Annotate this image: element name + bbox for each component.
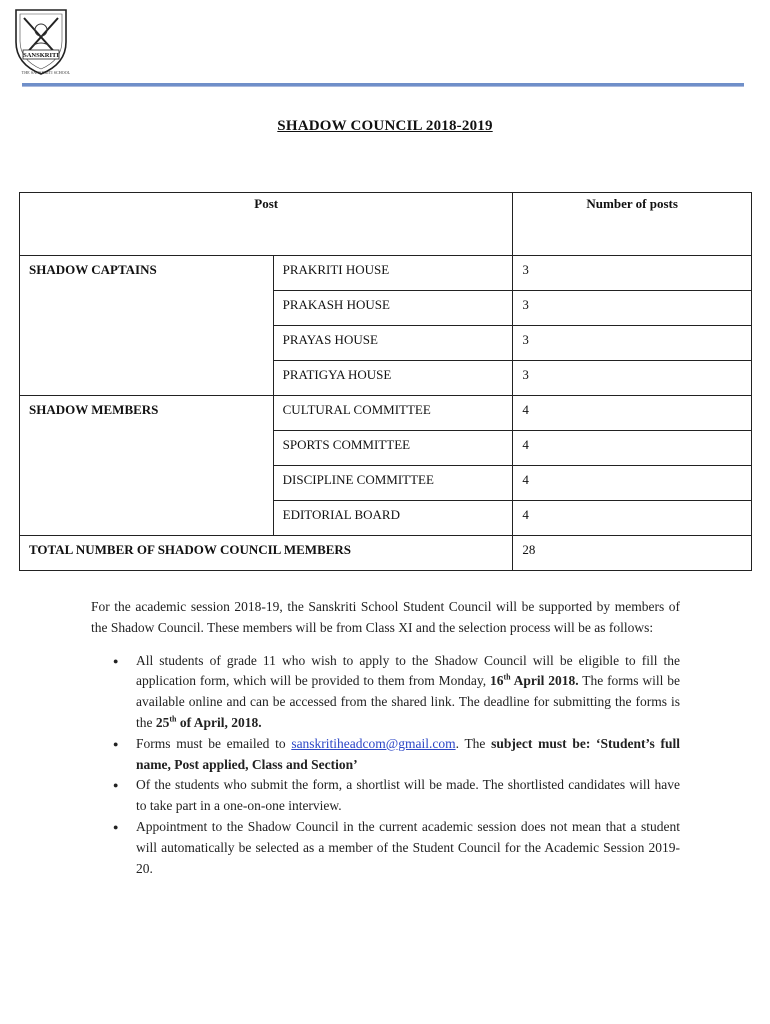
logo-wordmark: SANSKRITI — [23, 52, 59, 59]
school-logo — [10, 6, 72, 78]
list-item: ● All students of grade 11 who wish to apply to the Shadow Council will be eligible to fill the application form, which will be provided to them from Monday, 16th April 2018. The forms will be available online and can be accessed from the shared link. The deadline for submitting the forms is the 25th of April, 2018. — [113, 652, 680, 730]
group-label-captains: SHADOW CAPTAINS — [20, 256, 274, 396]
post-name: SPORTS COMMITTEE — [273, 431, 513, 466]
bullet-icon: ● — [113, 655, 119, 666]
post-name: PRAYAS HOUSE — [273, 326, 513, 361]
post-count: 4 — [513, 431, 752, 466]
post-count: 3 — [513, 326, 752, 361]
intro-paragraph: For the academic session 2018-19, the Sanskriti School Student Council will be supported by members of the Shadow Council. These members will be from Class XI and the selection process will be as follows: — [91, 599, 680, 635]
list-item: ● Of the students who submit the form, a shortlist will be made. The shortlisted candidates will have to take part in a one-on-one interview. — [113, 777, 680, 814]
header-divider — [22, 82, 744, 88]
post-count: 4 — [513, 466, 752, 501]
post-name: PRAKRITI HOUSE — [273, 256, 513, 291]
logo-caption: THE SANSKRITI SCHOOL — [21, 70, 71, 75]
email-link[interactable]: sanskritiheadcom@gmail.com — [291, 735, 456, 751]
post-count: 4 — [513, 396, 752, 431]
table-row — [20, 396, 752, 431]
total-label: TOTAL NUMBER OF SHADOW COUNCIL MEMBERS — [20, 536, 513, 571]
post-name: CULTURAL COMMITTEE — [273, 396, 513, 431]
group-label-members: SHADOW MEMBERS — [20, 396, 274, 536]
bullet-icon: ● — [113, 780, 119, 791]
list-item: ● Forms must be emailed to sanskritiheadcom@gmail.com. The subject must be: ‘Student’s full name, Post applied, Class and Section’ — [113, 735, 681, 772]
post-name: PRAKASH HOUSE — [273, 291, 513, 326]
table-header-row — [20, 193, 752, 256]
list-item: ● Appointment to the Shadow Council in the current academic session does not mean that a student will automatically be selected as a member of the Student Council for the Academic Session 2019-20. — [113, 818, 680, 876]
page-title: SHADOW COUNCIL 2018-2019 — [277, 118, 493, 134]
subject-format: subject must be: ‘Student’s full name, Post applied, Class and Section’ — [136, 735, 681, 772]
posts-table — [19, 192, 752, 571]
post-count: 3 — [513, 361, 752, 396]
bullet-icon: ● — [113, 738, 119, 749]
post-name: PRATIGYA HOUSE — [273, 361, 513, 396]
post-name: EDITORIAL BOARD — [273, 501, 513, 536]
total-count: 28 — [513, 536, 752, 571]
table-row — [20, 256, 752, 291]
instructions — [91, 597, 680, 879]
bullet-icon: ● — [113, 821, 119, 832]
post-count: 4 — [513, 501, 752, 536]
post-count: 3 — [513, 256, 752, 291]
selection-steps-list — [91, 651, 680, 880]
post-count: 3 — [513, 291, 752, 326]
total-row — [20, 536, 752, 571]
school-crest-icon — [10, 6, 72, 78]
number-column-header: Number of posts — [513, 193, 752, 256]
post-column-header: Post — [20, 193, 513, 256]
post-name: DISCIPLINE COMMITTEE — [273, 466, 513, 501]
